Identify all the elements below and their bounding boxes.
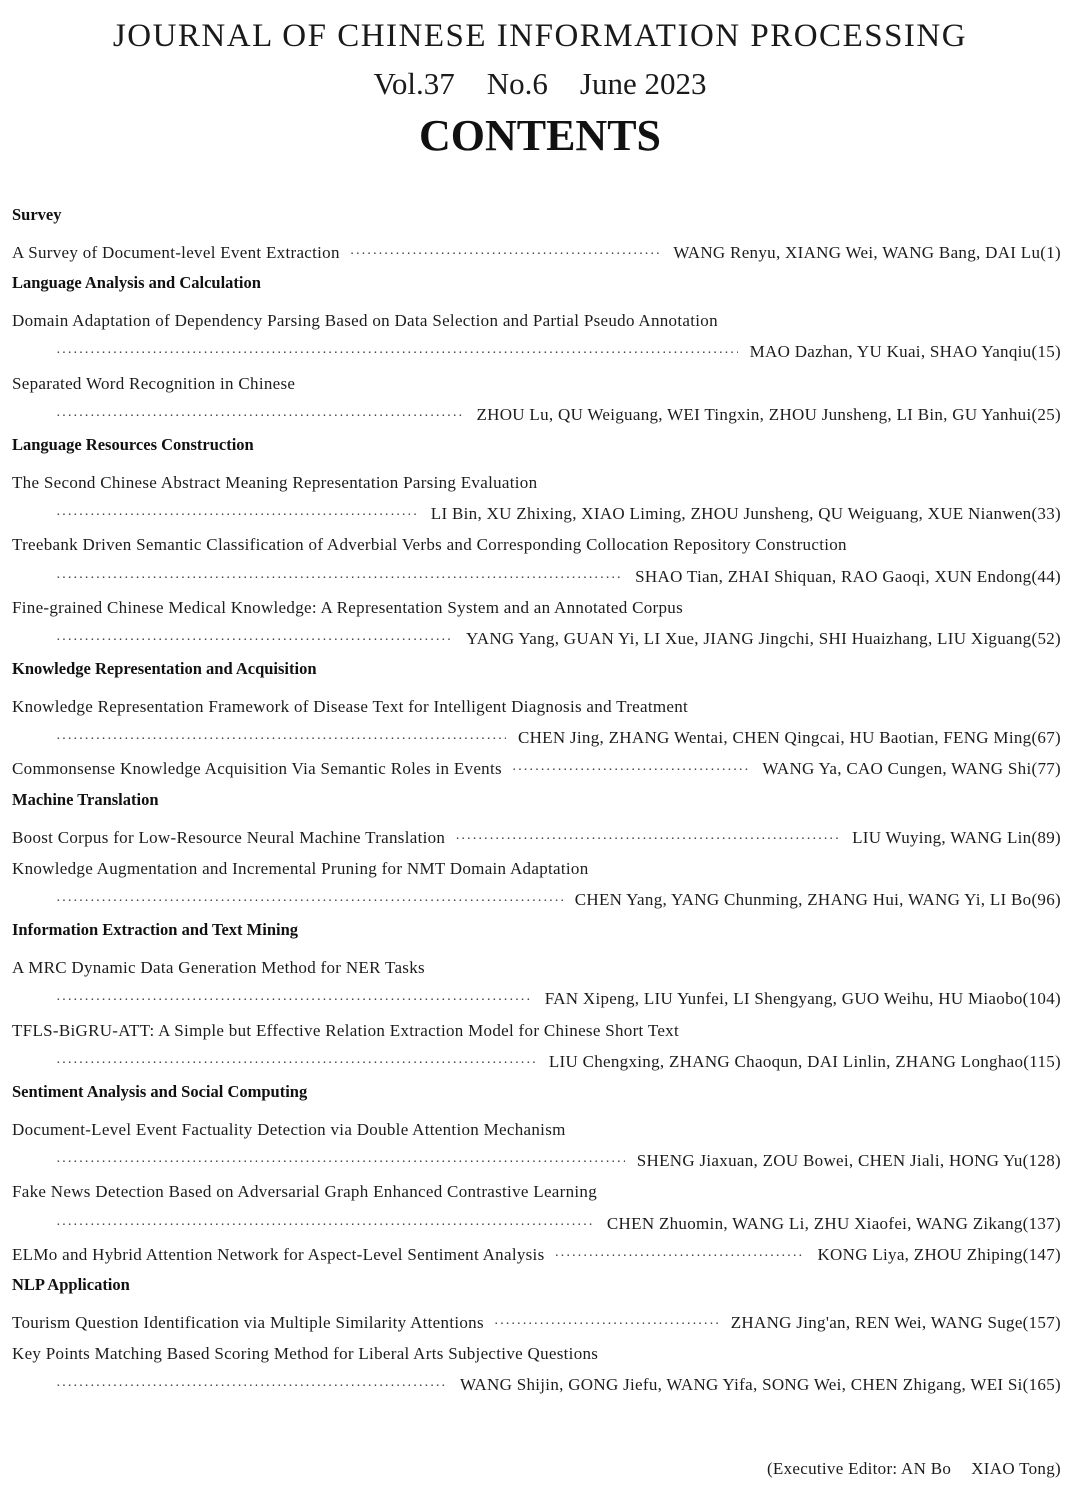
article-entry[interactable]: [12, 529, 1061, 560]
article-authors: WANG Ya, CAO Cungen, WANG Shi(77): [762, 759, 1061, 779]
article-entry[interactable]: [12, 753, 1061, 784]
article-authors: LI Bin, XU Zhixing, XIAO Liming, ZHOU Junsheng, QU Weiguang, XUE Nianwen(33): [430, 504, 1061, 524]
article-authors-line: [12, 1208, 1061, 1239]
article-title: Document-Level Event Factuality Detection via Double Attention Mechanism: [12, 1119, 566, 1139]
section-heading: Information Extraction and Text Mining: [12, 920, 299, 940]
article-authors-line: [12, 1369, 1061, 1400]
article-authors: YANG Yang, GUAN Yi, LI Xue, JIANG Jingchi, SHI Huaizhang, LIU Xiguang(52): [466, 628, 1061, 648]
volume: Vol.37: [373, 66, 455, 101]
article-authors-line: [12, 1145, 1061, 1176]
article-authors: CHEN Yang, YANG Chunming, ZHANG Hui, WANG Yi, LI Bo(96): [574, 890, 1061, 909]
leader-dots: [56, 886, 563, 917]
article-entry[interactable]: [12, 1338, 1061, 1369]
article-entry[interactable]: [12, 691, 1061, 722]
leader-dots: [56, 1371, 448, 1402]
article-entry[interactable]: [12, 237, 1061, 268]
article-title: Tourism Question Identification via Multiple Similarity Attentions: [12, 1312, 484, 1332]
journal-title: JOURNAL OF CHINESE INFORMATION PROCESSING: [112, 18, 968, 54]
leader-dots: [56, 1210, 595, 1241]
contents-heading: CONTENTS: [418, 111, 662, 160]
leader-dots: [56, 724, 506, 755]
article-title: A Survey of Document-level Event Extraction: [12, 243, 340, 262]
leader-dots: [350, 239, 662, 270]
article-title: Fake News Detection Based on Adversarial Graph Enhanced Contrastive Learning: [12, 1182, 598, 1202]
article-authors: LIU Chengxing, ZHANG Chaoqun, DAI Linlin, ZHANG Longhao(115): [548, 1051, 1061, 1071]
article-authors-line: [12, 336, 1061, 367]
article-authors: SHAO Tian, ZHAI Shiquan, RAO Gaoqi, XUN Endong(44): [635, 566, 1061, 586]
article-authors-line: [12, 623, 1061, 654]
leader-dots: [56, 401, 464, 432]
article-title: Commonsense Knowledge Acquisition Via Semantic Roles in Events: [12, 759, 502, 779]
section-heading: Knowledge Representation and Acquisition: [12, 659, 317, 679]
article-entry[interactable]: [12, 1176, 1061, 1207]
leader-dots: [56, 563, 623, 594]
article-authors-line: [12, 983, 1061, 1014]
article-authors: KONG Liya, ZHOU Zhiping(147): [817, 1244, 1061, 1264]
article-title: ELMo and Hybrid Attention Network for Aspect-Level Sentiment Analysis: [12, 1244, 545, 1264]
article-authors-line: [12, 399, 1061, 430]
executive-editor-label: (Executive Editor: AN Bo: [766, 1459, 952, 1478]
article-authors: WANG Renyu, XIANG Wei, WANG Bang, DAI Lu(1): [673, 243, 1061, 262]
article-title: Separated Word Recognition in Chinese: [12, 373, 296, 393]
article-title: Knowledge Representation Framework of Disease Text for Intelligent Diagnosis and Treatment: [12, 697, 689, 717]
section-heading: NLP Application: [12, 1274, 130, 1294]
leader-dots: [56, 1147, 625, 1178]
article-authors: ZHANG Jing'an, REN Wei, WANG Suge(157): [730, 1312, 1061, 1332]
article-title: The Second Chinese Abstract Meaning Representation Parsing Evaluation: [12, 472, 538, 492]
article-entry[interactable]: [12, 822, 1061, 853]
executive-editor-note: [767, 1459, 1061, 1479]
section-heading: Language Resources Construction: [12, 434, 254, 454]
article-authors: SHENG Jiaxuan, ZOU Bowei, CHEN Jiali, HONG Yu(128): [636, 1151, 1061, 1171]
leader-dots: [56, 500, 419, 531]
article-authors-line: [12, 722, 1061, 753]
article-authors: CHEN Zhuomin, WANG Li, ZHU Xiaofei, WANG Zikang(137): [606, 1213, 1061, 1233]
article-authors: ZHOU Lu, QU Weiguang, WEI Tingxin, ZHOU Junsheng, LI Bin, GU Yanhui(25): [476, 404, 1061, 424]
article-entry[interactable]: [12, 1307, 1061, 1338]
section-heading: Machine Translation: [12, 789, 159, 809]
article-title: Fine-grained Chinese Medical Knowledge: A Representation System and an Annotated Corpus: [12, 597, 684, 617]
article-entry[interactable]: [12, 1015, 1061, 1046]
leader-dots: [56, 625, 454, 656]
article-authors-line: [12, 884, 1061, 915]
article-entry[interactable]: [12, 952, 1061, 983]
article-entry[interactable]: [12, 853, 1061, 884]
leader-dots: [455, 824, 840, 855]
article-authors-line: [12, 561, 1061, 592]
section-heading: Language Analysis and Calculation: [12, 273, 261, 293]
article-authors: WANG Shijin, GONG Jiefu, WANG Yifa, SONG Wei, CHEN Zhigang, WEI Si(165): [459, 1375, 1061, 1395]
article-title: Treebank Driven Semantic Classification of Adverbial Verbs and Corresponding Collocation Repository Construction: [12, 535, 847, 555]
article-entry[interactable]: [12, 1239, 1061, 1270]
table-of-contents: [12, 200, 1061, 1400]
section-heading: Survey: [12, 205, 62, 224]
article-authors: MAO Dazhan, YU Kuai, SHAO Yanqiu(15): [749, 342, 1061, 362]
article-entry[interactable]: [12, 467, 1061, 498]
section-heading: Sentiment Analysis and Social Computing: [12, 1081, 308, 1101]
article-title: Domain Adaptation of Dependency Parsing Based on Data Selection and Partial Pseudo Annotation: [12, 311, 718, 331]
executive-editor-2: XIAO Tong): [971, 1459, 1061, 1478]
leader-dots: [555, 1241, 806, 1272]
article-entry[interactable]: [12, 368, 1061, 399]
article-entry[interactable]: [12, 305, 1061, 336]
leader-dots: [56, 1048, 537, 1079]
leader-dots: [494, 1309, 719, 1340]
leader-dots: [56, 985, 533, 1016]
article-authors-line: [12, 1046, 1061, 1077]
article-entry[interactable]: [12, 1114, 1061, 1145]
article-authors: LIU Wuying, WANG Lin(89): [852, 827, 1061, 847]
issue-date: June 2023: [579, 66, 707, 101]
article-authors-line: [12, 498, 1061, 529]
leader-dots: [512, 755, 750, 786]
leader-dots: [56, 338, 738, 369]
issue-line: [0, 66, 1080, 102]
issue-number: No.6: [486, 66, 548, 101]
article-title: Boost Corpus for Low-Resource Neural Machine Translation: [12, 827, 446, 847]
article-authors: FAN Xipeng, LIU Yunfei, LI Shengyang, GUO Weihu, HU Miaobo(104): [544, 989, 1061, 1009]
article-title: TFLS-BiGRU-ATT: A Simple but Effective Relation Extraction Model for Chinese Short Text: [12, 1020, 679, 1040]
article-authors: CHEN Jing, ZHANG Wentai, CHEN Qingcai, HU Baotian, FENG Ming(67): [517, 728, 1061, 748]
article-title: A MRC Dynamic Data Generation Method for NER Tasks: [12, 958, 425, 978]
article-title: Key Points Matching Based Scoring Method for Liberal Arts Subjective Questions: [12, 1344, 599, 1364]
article-title: Knowledge Augmentation and Incremental Pruning for NMT Domain Adaptation: [12, 858, 589, 878]
article-entry[interactable]: [12, 592, 1061, 623]
